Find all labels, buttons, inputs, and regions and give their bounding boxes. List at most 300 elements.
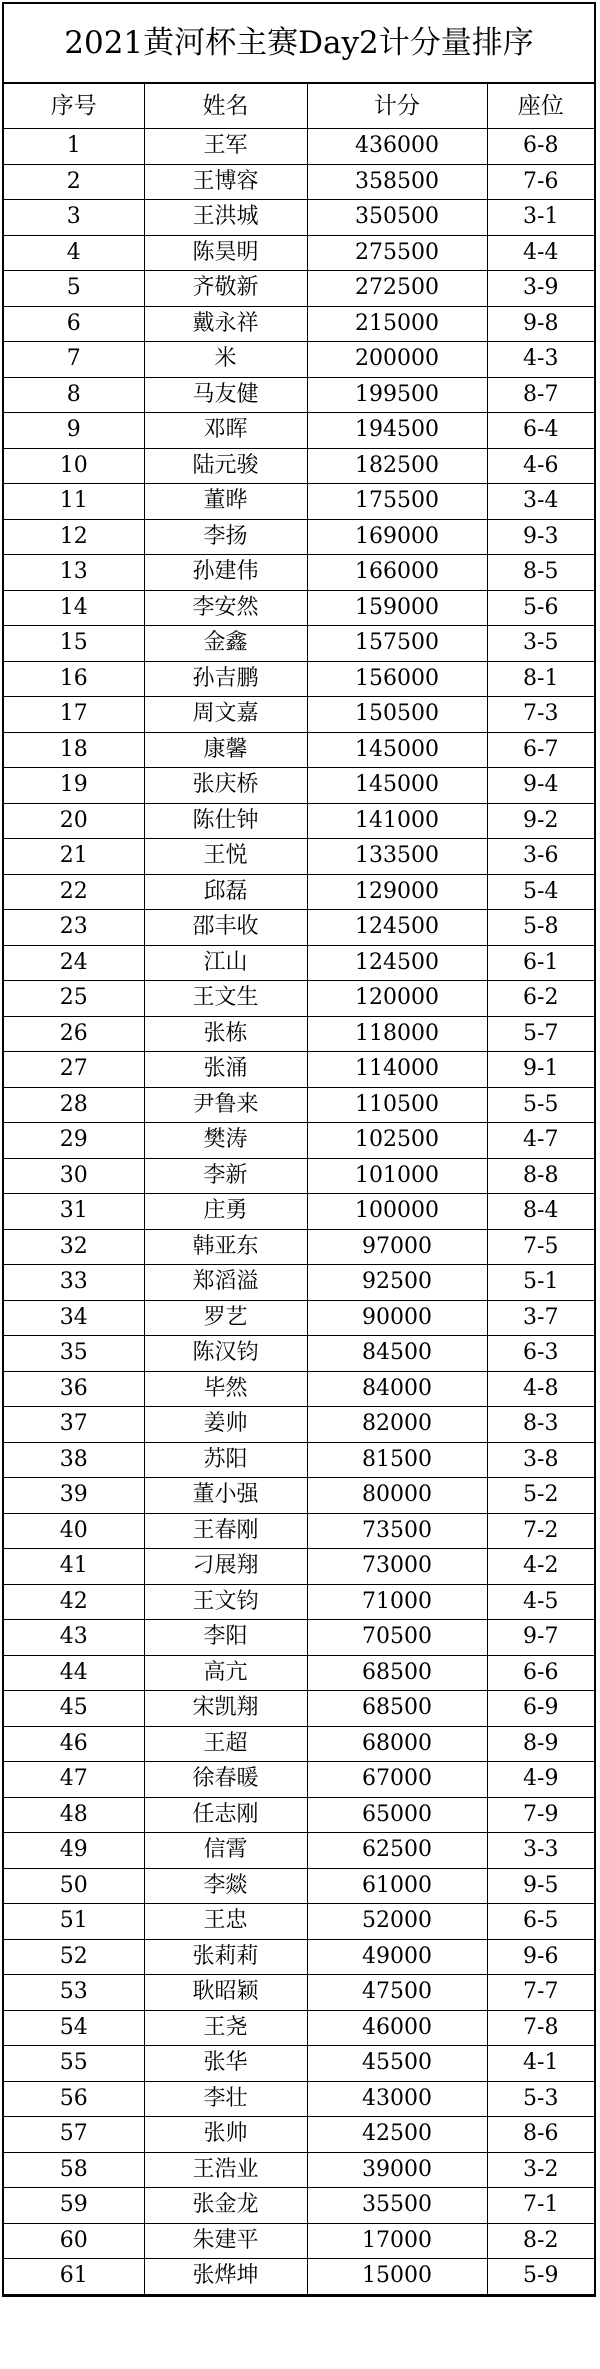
seat-cell: 5-2: [487, 1478, 594, 1514]
rank-cell: 35: [4, 1336, 144, 1372]
table-row: [4, 1833, 594, 1869]
score-cell: 110500: [307, 1087, 487, 1123]
score-cell: 129000: [307, 874, 487, 910]
score-cell: 73000: [307, 1549, 487, 1585]
name-cell: 齐敬新: [144, 271, 307, 307]
name-cell: 陆元骏: [144, 448, 307, 484]
name-cell: 李扬: [144, 519, 307, 555]
name-cell: 张栋: [144, 1016, 307, 1052]
table-row: [4, 2152, 594, 2188]
seat-cell: 6-9: [487, 1691, 594, 1727]
name-cell: 张烨坤: [144, 2259, 307, 2295]
table-row: [4, 1762, 594, 1798]
score-cell: 71000: [307, 1584, 487, 1620]
table-row: [4, 1620, 594, 1656]
seat-cell: 4-6: [487, 448, 594, 484]
seat-cell: 5-4: [487, 874, 594, 910]
rank-cell: 3: [4, 200, 144, 236]
score-cell: 81500: [307, 1442, 487, 1478]
table-row: [4, 271, 594, 307]
rank-cell: 36: [4, 1371, 144, 1407]
score-sheet: [2, 2, 596, 2297]
score-cell: 114000: [307, 1052, 487, 1088]
rank-cell: 46: [4, 1726, 144, 1762]
name-cell: 张华: [144, 2046, 307, 2082]
table-row: [4, 2046, 594, 2082]
rank-cell: 1: [4, 129, 144, 165]
seat-cell: 8-1: [487, 661, 594, 697]
seat-cell: 4-4: [487, 235, 594, 271]
score-cell: 120000: [307, 981, 487, 1017]
ranking-rows: [4, 129, 594, 2295]
seat-cell: 4-2: [487, 1549, 594, 1585]
seat-cell: 8-6: [487, 2117, 594, 2153]
table-row: [4, 200, 594, 236]
score-cell: 15000: [307, 2259, 487, 2295]
score-cell: 92500: [307, 1265, 487, 1301]
seat-cell: 6-6: [487, 1655, 594, 1691]
score-cell: 68000: [307, 1726, 487, 1762]
rank-cell: 7: [4, 342, 144, 378]
seat-cell: 6-4: [487, 413, 594, 449]
seat-cell: 6-5: [487, 1904, 594, 1940]
table-row: [4, 484, 594, 520]
rank-cell: 60: [4, 2223, 144, 2259]
rank-cell: 24: [4, 945, 144, 981]
seat-cell: 4-9: [487, 1762, 594, 1798]
table-row: [4, 1300, 594, 1336]
name-cell: 朱建平: [144, 2223, 307, 2259]
name-cell: 张庆桥: [144, 768, 307, 804]
score-cell: 124500: [307, 945, 487, 981]
seat-cell: 8-8: [487, 1158, 594, 1194]
rank-cell: 9: [4, 413, 144, 449]
table-row: [4, 874, 594, 910]
table-row: [4, 945, 594, 981]
score-cell: 52000: [307, 1904, 487, 1940]
table-row: [4, 1655, 594, 1691]
seat-column-header: 座位: [487, 84, 594, 129]
score-cell: 215000: [307, 306, 487, 342]
rank-cell: 51: [4, 1904, 144, 1940]
score-cell: 97000: [307, 1229, 487, 1265]
seat-cell: 9-7: [487, 1620, 594, 1656]
rank-cell: 17: [4, 697, 144, 733]
rank-cell: 28: [4, 1087, 144, 1123]
table-row: [4, 235, 594, 271]
seat-cell: 6-8: [487, 129, 594, 165]
name-cell: 陈昊明: [144, 235, 307, 271]
seat-cell: 7-1: [487, 2188, 594, 2224]
score-cell: 67000: [307, 1762, 487, 1798]
name-cell: 樊涛: [144, 1123, 307, 1159]
seat-cell: 9-2: [487, 803, 594, 839]
seat-cell: 3-5: [487, 626, 594, 662]
rank-cell: 4: [4, 235, 144, 271]
table-row: [4, 1442, 594, 1478]
seat-cell: 3-9: [487, 271, 594, 307]
table-row: [4, 1726, 594, 1762]
name-cell: 王文生: [144, 981, 307, 1017]
score-cell: 43000: [307, 2081, 487, 2117]
name-cell: 孙建伟: [144, 555, 307, 591]
seat-cell: 7-9: [487, 1797, 594, 1833]
table-row: [4, 1265, 594, 1301]
name-cell: 王忠: [144, 1904, 307, 1940]
table-row: [4, 2259, 594, 2295]
name-cell: 姜帅: [144, 1407, 307, 1443]
rank-cell: 53: [4, 1975, 144, 2011]
name-cell: 宋凯翔: [144, 1691, 307, 1727]
score-cell: 17000: [307, 2223, 487, 2259]
name-cell: 李安然: [144, 590, 307, 626]
score-cell: 169000: [307, 519, 487, 555]
score-cell: 159000: [307, 590, 487, 626]
rank-cell: 14: [4, 590, 144, 626]
rank-cell: 34: [4, 1300, 144, 1336]
table-row: [4, 2223, 594, 2259]
rank-column-header: 序号: [4, 84, 144, 129]
score-cell: 68500: [307, 1655, 487, 1691]
seat-cell: 6-1: [487, 945, 594, 981]
score-cell: 100000: [307, 1194, 487, 1230]
seat-cell: 9-8: [487, 306, 594, 342]
seat-cell: 3-4: [487, 484, 594, 520]
table-row: [4, 1229, 594, 1265]
seat-cell: 5-7: [487, 1016, 594, 1052]
name-cell: 耿昭颖: [144, 1975, 307, 2011]
rank-cell: 42: [4, 1584, 144, 1620]
score-cell: 62500: [307, 1833, 487, 1869]
seat-cell: 8-3: [487, 1407, 594, 1443]
seat-cell: 8-2: [487, 2223, 594, 2259]
seat-cell: 8-4: [487, 1194, 594, 1230]
rank-cell: 10: [4, 448, 144, 484]
name-cell: 李壮: [144, 2081, 307, 2117]
seat-cell: 4-3: [487, 342, 594, 378]
table-row: [4, 1513, 594, 1549]
score-cell: 45500: [307, 2046, 487, 2082]
table-row: [4, 1336, 594, 1372]
score-cell: 145000: [307, 768, 487, 804]
score-cell: 68500: [307, 1691, 487, 1727]
score-cell: 84500: [307, 1336, 487, 1372]
seat-cell: 5-3: [487, 2081, 594, 2117]
name-cell: 邱磊: [144, 874, 307, 910]
seat-cell: 8-5: [487, 555, 594, 591]
score-cell: 82000: [307, 1407, 487, 1443]
score-cell: 102500: [307, 1123, 487, 1159]
name-cell: 王博容: [144, 164, 307, 200]
rank-cell: 6: [4, 306, 144, 342]
score-cell: 46000: [307, 2010, 487, 2046]
name-cell: 马友健: [144, 377, 307, 413]
rank-cell: 58: [4, 2152, 144, 2188]
score-cell: 47500: [307, 1975, 487, 2011]
rank-cell: 44: [4, 1655, 144, 1691]
table-row: [4, 1549, 594, 1585]
table-row: [4, 1123, 594, 1159]
rank-cell: 32: [4, 1229, 144, 1265]
name-cell: 罗艺: [144, 1300, 307, 1336]
score-cell: 145000: [307, 732, 487, 768]
score-cell: 194500: [307, 413, 487, 449]
seat-cell: 3-3: [487, 1833, 594, 1869]
table-row: [4, 1407, 594, 1443]
table-row: [4, 377, 594, 413]
seat-cell: 7-7: [487, 1975, 594, 2011]
rank-cell: 45: [4, 1691, 144, 1727]
rank-cell: 11: [4, 484, 144, 520]
seat-cell: 5-9: [487, 2259, 594, 2295]
table-row: [4, 448, 594, 484]
table-row: [4, 1052, 594, 1088]
table-row: [4, 768, 594, 804]
table-row: [4, 2081, 594, 2117]
score-cell: 42500: [307, 2117, 487, 2153]
score-cell: 133500: [307, 839, 487, 875]
table-row: [4, 1868, 594, 1904]
rank-cell: 2: [4, 164, 144, 200]
name-cell: 陈仕钟: [144, 803, 307, 839]
seat-cell: 7-2: [487, 1513, 594, 1549]
ranking-table: [4, 84, 594, 2295]
table-row: [4, 1691, 594, 1727]
score-cell: 101000: [307, 1158, 487, 1194]
seat-cell: 6-2: [487, 981, 594, 1017]
table-row: [4, 981, 594, 1017]
name-cell: 苏阳: [144, 1442, 307, 1478]
table-row: [4, 2117, 594, 2153]
table-row: [4, 1904, 594, 1940]
rank-cell: 12: [4, 519, 144, 555]
rank-cell: 33: [4, 1265, 144, 1301]
seat-cell: 4-1: [487, 2046, 594, 2082]
table-row: [4, 590, 594, 626]
name-cell: 王洪城: [144, 200, 307, 236]
rank-cell: 50: [4, 1868, 144, 1904]
name-cell: 韩亚东: [144, 1229, 307, 1265]
rank-cell: 43: [4, 1620, 144, 1656]
table-row: [4, 1016, 594, 1052]
name-cell: 尹鲁来: [144, 1087, 307, 1123]
seat-cell: 4-8: [487, 1371, 594, 1407]
rank-cell: 38: [4, 1442, 144, 1478]
rank-cell: 26: [4, 1016, 144, 1052]
score-cell: 157500: [307, 626, 487, 662]
table-row: [4, 732, 594, 768]
name-cell: 李燚: [144, 1868, 307, 1904]
seat-cell: 7-8: [487, 2010, 594, 2046]
table-row: [4, 1087, 594, 1123]
name-cell: 张莉莉: [144, 1939, 307, 1975]
score-cell: 175500: [307, 484, 487, 520]
seat-cell: 3-2: [487, 2152, 594, 2188]
seat-cell: 3-8: [487, 1442, 594, 1478]
score-cell: 61000: [307, 1868, 487, 1904]
score-cell: 141000: [307, 803, 487, 839]
name-cell: 张金龙: [144, 2188, 307, 2224]
score-cell: 156000: [307, 661, 487, 697]
score-cell: 358500: [307, 164, 487, 200]
rank-cell: 13: [4, 555, 144, 591]
name-cell: 王浩业: [144, 2152, 307, 2188]
score-cell: 436000: [307, 129, 487, 165]
rank-cell: 5: [4, 271, 144, 307]
table-row: [4, 519, 594, 555]
score-cell: 39000: [307, 2152, 487, 2188]
rank-cell: 31: [4, 1194, 144, 1230]
score-cell: 73500: [307, 1513, 487, 1549]
name-cell: 邵丰收: [144, 910, 307, 946]
name-cell: 江山: [144, 945, 307, 981]
table-row: [4, 661, 594, 697]
seat-cell: 5-6: [487, 590, 594, 626]
name-cell: 王春刚: [144, 1513, 307, 1549]
table-row: [4, 1158, 594, 1194]
name-cell: 任志刚: [144, 1797, 307, 1833]
name-cell: 王军: [144, 129, 307, 165]
name-cell: 毕然: [144, 1371, 307, 1407]
rank-cell: 37: [4, 1407, 144, 1443]
seat-cell: 5-1: [487, 1265, 594, 1301]
seat-cell: 5-5: [487, 1087, 594, 1123]
name-cell: 金鑫: [144, 626, 307, 662]
table-row: [4, 129, 594, 165]
name-cell: 董小强: [144, 1478, 307, 1514]
score-cell: 35500: [307, 2188, 487, 2224]
rank-cell: 19: [4, 768, 144, 804]
name-cell: 陈汉钧: [144, 1336, 307, 1372]
rank-cell: 20: [4, 803, 144, 839]
score-cell: 124500: [307, 910, 487, 946]
name-cell: 信霄: [144, 1833, 307, 1869]
name-cell: 戴永祥: [144, 306, 307, 342]
rank-cell: 29: [4, 1123, 144, 1159]
seat-cell: 9-3: [487, 519, 594, 555]
score-cell: 275500: [307, 235, 487, 271]
sheet-title: 2021黄河杯主赛Day2计分量排序: [4, 4, 594, 84]
rank-cell: 54: [4, 2010, 144, 2046]
seat-cell: 8-9: [487, 1726, 594, 1762]
score-cell: 150500: [307, 697, 487, 733]
table-row: [4, 839, 594, 875]
seat-cell: 4-7: [487, 1123, 594, 1159]
rank-cell: 30: [4, 1158, 144, 1194]
score-cell: 272500: [307, 271, 487, 307]
score-cell: 80000: [307, 1478, 487, 1514]
seat-cell: 8-7: [487, 377, 594, 413]
score-cell: 350500: [307, 200, 487, 236]
seat-cell: 7-3: [487, 697, 594, 733]
header-row: [4, 84, 594, 129]
seat-cell: 3-6: [487, 839, 594, 875]
name-cell: 徐春暖: [144, 1762, 307, 1798]
rank-cell: 21: [4, 839, 144, 875]
score-cell: 118000: [307, 1016, 487, 1052]
seat-cell: 9-6: [487, 1939, 594, 1975]
seat-cell: 7-6: [487, 164, 594, 200]
score-cell: 166000: [307, 555, 487, 591]
name-cell: 高亢: [144, 1655, 307, 1691]
name-cell: 郑滔溢: [144, 1265, 307, 1301]
score-cell: 199500: [307, 377, 487, 413]
rank-cell: 52: [4, 1939, 144, 1975]
name-column-header: 姓名: [144, 84, 307, 129]
rank-cell: 61: [4, 2259, 144, 2295]
name-cell: 王悦: [144, 839, 307, 875]
score-cell: 49000: [307, 1939, 487, 1975]
name-cell: 张涌: [144, 1052, 307, 1088]
rank-cell: 59: [4, 2188, 144, 2224]
table-row: [4, 697, 594, 733]
rank-cell: 56: [4, 2081, 144, 2117]
rank-cell: 23: [4, 910, 144, 946]
table-row: [4, 413, 594, 449]
name-cell: 庄勇: [144, 1194, 307, 1230]
table-row: [4, 910, 594, 946]
name-cell: 康馨: [144, 732, 307, 768]
rank-cell: 39: [4, 1478, 144, 1514]
seat-cell: 3-7: [487, 1300, 594, 1336]
rank-cell: 27: [4, 1052, 144, 1088]
name-cell: 王文钧: [144, 1584, 307, 1620]
score-cell: 84000: [307, 1371, 487, 1407]
seat-cell: 4-5: [487, 1584, 594, 1620]
score-cell: 65000: [307, 1797, 487, 1833]
seat-cell: 6-7: [487, 732, 594, 768]
rank-cell: 57: [4, 2117, 144, 2153]
seat-cell: 6-3: [487, 1336, 594, 1372]
rank-cell: 48: [4, 1797, 144, 1833]
rank-cell: 22: [4, 874, 144, 910]
table-row: [4, 1797, 594, 1833]
table-row: [4, 1478, 594, 1514]
table-row: [4, 1194, 594, 1230]
seat-cell: 5-8: [487, 910, 594, 946]
seat-cell: 9-1: [487, 1052, 594, 1088]
name-cell: 周文嘉: [144, 697, 307, 733]
table-row: [4, 1584, 594, 1620]
rank-cell: 55: [4, 2046, 144, 2082]
name-cell: 董晔: [144, 484, 307, 520]
table-row: [4, 2188, 594, 2224]
table-row: [4, 2010, 594, 2046]
seat-cell: 3-1: [487, 200, 594, 236]
rank-cell: 49: [4, 1833, 144, 1869]
score-cell: 90000: [307, 1300, 487, 1336]
rank-cell: 15: [4, 626, 144, 662]
seat-cell: 9-4: [487, 768, 594, 804]
rank-cell: 8: [4, 377, 144, 413]
seat-cell: 7-5: [487, 1229, 594, 1265]
score-column-header: 计分: [307, 84, 487, 129]
name-cell: 张帅: [144, 2117, 307, 2153]
rank-cell: 41: [4, 1549, 144, 1585]
name-cell: 王超: [144, 1726, 307, 1762]
table-row: [4, 342, 594, 378]
rank-cell: 47: [4, 1762, 144, 1798]
table-row: [4, 1371, 594, 1407]
rank-cell: 40: [4, 1513, 144, 1549]
score-cell: 182500: [307, 448, 487, 484]
table-row: [4, 164, 594, 200]
table-row: [4, 803, 594, 839]
rank-cell: 16: [4, 661, 144, 697]
rank-cell: 25: [4, 981, 144, 1017]
table-row: [4, 1975, 594, 2011]
name-cell: 王尧: [144, 2010, 307, 2046]
